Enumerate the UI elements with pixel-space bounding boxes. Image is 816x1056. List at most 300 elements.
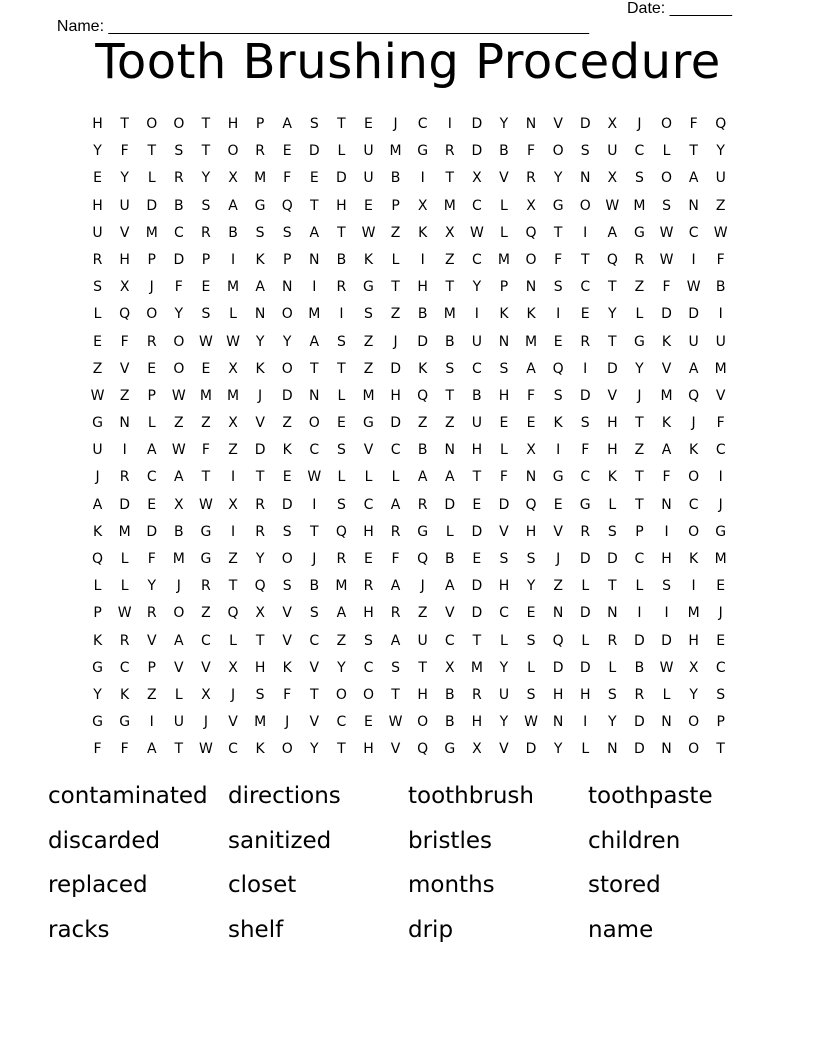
- grid-letter: X: [472, 170, 482, 187]
- grid-letter: T: [201, 143, 211, 160]
- grid-letter: A: [146, 741, 157, 758]
- grid-letter: V: [715, 387, 726, 404]
- grid-letter: B: [174, 523, 184, 540]
- grid-letter: E: [282, 143, 292, 160]
- grid-letter: S: [255, 686, 265, 703]
- grid-letter: K: [526, 306, 536, 323]
- grid-letter: T: [310, 197, 319, 214]
- grid-letter: C: [228, 741, 238, 758]
- grid-letter: L: [93, 578, 102, 595]
- grid-letter: U: [92, 224, 103, 241]
- grid-letter: H: [579, 686, 591, 703]
- grid-letter: E: [364, 197, 373, 214]
- grid-letter: Y: [553, 170, 563, 187]
- grid-letter: F: [201, 442, 210, 459]
- grid-letter: R: [201, 224, 211, 241]
- word-bank-item: closet: [228, 872, 297, 898]
- grid-letter: M: [172, 551, 185, 567]
- grid-letter: D: [390, 415, 401, 432]
- grid-letter: A: [688, 360, 699, 377]
- grid-letter: S: [499, 551, 509, 567]
- grid-letter: T: [337, 116, 346, 132]
- grid-letter: A: [309, 333, 320, 350]
- grid-letter: H: [417, 279, 428, 296]
- grid-letter: H: [607, 415, 618, 432]
- grid-letter: S: [445, 360, 455, 377]
- grid-letter: Y: [608, 306, 617, 323]
- grid-letter: Q: [525, 496, 537, 513]
- grid-letter: Z: [634, 279, 645, 296]
- grid-letter: W: [659, 224, 674, 241]
- grid-letter: D: [471, 116, 483, 132]
- grid-letter: V: [499, 170, 509, 187]
- grid-letter: L: [500, 632, 508, 649]
- grid-letter: O: [173, 605, 185, 622]
- grid-letter: L: [662, 686, 671, 703]
- grid-letter: S: [201, 306, 211, 323]
- grid-letter: S: [662, 197, 671, 214]
- grid-letter: R: [444, 143, 455, 160]
- grid-letter: R: [607, 632, 618, 649]
- grid-letter: C: [336, 714, 347, 731]
- grid-letter: E: [472, 496, 482, 513]
- grid-letter: C: [309, 632, 320, 649]
- grid-letter: S: [282, 578, 292, 595]
- grid-letter: O: [688, 469, 700, 486]
- grid-letter: O: [281, 741, 293, 758]
- grid-letter: F: [716, 415, 725, 432]
- grid-letter: T: [635, 496, 644, 513]
- grid-letter: G: [552, 469, 564, 486]
- grid-letter: W: [199, 741, 213, 758]
- grid-letter: C: [390, 442, 401, 459]
- letter-grid: [84, 111, 734, 764]
- grid-letter: R: [580, 333, 591, 350]
- grid-letter: S: [553, 387, 563, 404]
- grid-letter: I: [447, 116, 452, 132]
- grid-letter: Y: [716, 143, 725, 160]
- grid-letter: X: [688, 659, 699, 676]
- name-field[interactable]: Name: ______________________________________________________: [56, 18, 589, 35]
- grid-letter: F: [662, 469, 671, 486]
- grid-letter: L: [229, 632, 237, 649]
- grid-letter: V: [309, 714, 320, 731]
- grid-letter: X: [472, 741, 482, 758]
- grid-letter: O: [146, 116, 158, 132]
- grid-letter: D: [525, 741, 537, 758]
- grid-letter: P: [716, 714, 725, 731]
- grid-letter: N: [498, 333, 510, 350]
- grid-letter: E: [201, 279, 211, 296]
- grid-letter: D: [444, 496, 456, 513]
- grid-letter: V: [119, 360, 130, 377]
- grid-letter: B: [444, 686, 455, 703]
- grid-letter: G: [633, 333, 645, 350]
- grid-letter: Z: [282, 415, 292, 432]
- grid-letter: F: [527, 143, 536, 160]
- grid-letter: C: [499, 605, 509, 622]
- grid-letter: S: [526, 632, 536, 649]
- grid-letter: J: [718, 496, 723, 513]
- grid-letter: M: [226, 387, 240, 404]
- grid-letter: W: [307, 469, 322, 486]
- grid-letter: G: [92, 659, 103, 676]
- grid-letter: N: [661, 741, 672, 758]
- grid-letter: D: [308, 143, 320, 160]
- grid-letter: R: [119, 632, 130, 649]
- grid-letter: E: [336, 415, 346, 432]
- grid-letter: S: [336, 333, 346, 350]
- grid-letter: M: [633, 197, 646, 214]
- grid-letter: I: [230, 523, 236, 540]
- grid-letter: N: [525, 279, 537, 296]
- grid-letter: I: [230, 251, 236, 268]
- grid-letter: H: [363, 741, 374, 758]
- grid-letter: T: [635, 469, 644, 486]
- grid-letter: Y: [689, 686, 698, 703]
- grid-letter: E: [93, 333, 102, 350]
- grid-letter: Q: [552, 360, 564, 377]
- grid-letter: T: [255, 469, 265, 486]
- grid-letter: H: [92, 116, 103, 132]
- word-bank-item: replaced: [48, 872, 148, 898]
- grid-letter: L: [635, 306, 644, 323]
- grid-letter: D: [471, 523, 483, 540]
- grid-letter: I: [556, 306, 561, 323]
- grid-letter: T: [337, 360, 346, 377]
- grid-letter: E: [716, 632, 726, 649]
- grid-letter: K: [418, 360, 428, 377]
- grid-letter: A: [444, 469, 455, 486]
- grid-letter: E: [472, 551, 482, 567]
- grid-letter: H: [417, 686, 428, 703]
- grid-letter: A: [282, 116, 292, 132]
- grid-letter: O: [281, 551, 293, 567]
- grid-letter: K: [607, 469, 617, 486]
- grid-letter: P: [147, 251, 156, 268]
- grid-letter: F: [120, 741, 129, 758]
- grid-letter: U: [363, 170, 374, 187]
- grid-letter: X: [201, 686, 211, 703]
- grid-letter: S: [391, 659, 401, 676]
- grid-letter: S: [607, 523, 617, 540]
- grid-letter: C: [444, 632, 455, 649]
- grid-letter: T: [608, 279, 617, 296]
- grid-letter: E: [282, 469, 292, 486]
- grid-letter: J: [285, 714, 290, 731]
- grid-letter: T: [689, 143, 698, 160]
- grid-letter: V: [553, 523, 563, 540]
- grid-letter: L: [445, 523, 454, 540]
- grid-letter: P: [635, 523, 644, 540]
- grid-letter: O: [688, 523, 700, 540]
- grid-letter: A: [444, 578, 455, 595]
- grid-letter: A: [146, 442, 157, 459]
- grid-letter: E: [553, 496, 563, 513]
- grid-letter: D: [661, 306, 672, 323]
- grid-letter: E: [93, 170, 102, 187]
- grid-letter: J: [230, 686, 236, 703]
- grid-letter: L: [337, 387, 346, 404]
- grid-letter: N: [281, 279, 293, 296]
- grid-letter: U: [363, 143, 374, 160]
- word-bank-item: children: [588, 827, 681, 854]
- grid-letter: S: [634, 170, 644, 187]
- grid-letter: I: [420, 251, 425, 268]
- grid-letter: Q: [119, 306, 131, 323]
- grid-letter: X: [228, 659, 238, 676]
- grid-letter: U: [715, 170, 726, 187]
- grid-letter: B: [444, 551, 455, 567]
- grid-letter: S: [336, 442, 346, 459]
- grid-letter: I: [339, 306, 344, 323]
- grid-letter: B: [228, 224, 238, 241]
- grid-letter: Y: [93, 143, 102, 160]
- grid-letter: Y: [499, 116, 509, 132]
- grid-letter: G: [363, 279, 374, 296]
- grid-letter: Y: [255, 551, 265, 567]
- word-bank-item: name: [588, 916, 654, 943]
- grid-letter: Q: [92, 551, 104, 567]
- grid-letter: L: [93, 306, 102, 323]
- grid-letter: T: [310, 360, 319, 377]
- grid-letter: O: [362, 686, 374, 703]
- grid-letter: Q: [417, 387, 429, 404]
- grid-letter: G: [579, 496, 591, 513]
- grid-letter: Z: [417, 415, 428, 432]
- grid-letter: U: [688, 333, 699, 350]
- grid-letter: R: [146, 605, 157, 622]
- word-bank: [48, 779, 768, 957]
- grid-letter: Z: [390, 224, 401, 241]
- word-bank-item: bristles: [408, 827, 492, 854]
- grid-letter: Z: [444, 415, 455, 432]
- grid-letter: J: [393, 333, 398, 350]
- grid-letter: K: [92, 632, 103, 649]
- grid-letter: B: [472, 387, 482, 404]
- grid-letter: Q: [606, 251, 618, 268]
- grid-letter: V: [282, 632, 292, 649]
- grid-letter: R: [471, 686, 482, 703]
- grid-letter: J: [637, 387, 642, 404]
- grid-letter: U: [173, 714, 184, 731]
- grid-letter: D: [471, 578, 483, 595]
- grid-letter: A: [174, 469, 184, 486]
- grid-letter: U: [92, 442, 103, 459]
- grid-letter: L: [174, 686, 183, 703]
- word-bank-item: sanitized: [228, 827, 332, 854]
- grid-letter: H: [471, 442, 483, 459]
- grid-letter: J: [637, 116, 642, 132]
- grid-letter: L: [229, 306, 237, 323]
- grid-letter: B: [444, 333, 455, 350]
- grid-letter: T: [310, 523, 319, 540]
- grid-letter: R: [201, 578, 211, 595]
- grid-letter: C: [119, 659, 130, 676]
- grid-letter: X: [607, 116, 618, 132]
- grid-letter: S: [282, 523, 292, 540]
- grid-letter: D: [281, 387, 293, 404]
- grid-letter: B: [715, 279, 726, 296]
- grid-letter: Q: [254, 578, 266, 595]
- grid-letter: L: [120, 551, 129, 567]
- date-field[interactable]: Date: _______: [627, 0, 732, 17]
- grid-letter: R: [363, 578, 374, 595]
- grid-letter: P: [147, 387, 156, 404]
- grid-letter: S: [499, 360, 509, 377]
- grid-letter: V: [146, 632, 157, 649]
- grid-letter: C: [363, 659, 374, 676]
- grid-letter: I: [312, 496, 317, 513]
- grid-letter: N: [607, 605, 618, 622]
- word-bank-item: contaminated: [48, 783, 208, 809]
- grid-letter: I: [149, 714, 154, 731]
- grid-letter: H: [363, 523, 374, 540]
- grid-letter: G: [417, 523, 429, 540]
- grid-letter: Z: [201, 415, 211, 432]
- grid-letter: X: [228, 415, 238, 432]
- grid-letter: O: [227, 143, 239, 160]
- grid-letter: Z: [390, 306, 401, 323]
- grid-letter: L: [662, 143, 671, 160]
- grid-letter: S: [255, 224, 265, 241]
- grid-letter: C: [688, 496, 699, 513]
- grid-letter: G: [417, 143, 429, 160]
- grid-letter: T: [635, 415, 644, 432]
- grid-letter: R: [255, 523, 265, 540]
- grid-letter: A: [661, 442, 672, 459]
- grid-letter: O: [688, 741, 700, 758]
- grid-letter: E: [364, 714, 373, 731]
- grid-letter: L: [608, 496, 617, 513]
- grid-letter: M: [362, 387, 375, 404]
- grid-letter: X: [119, 279, 130, 296]
- grid-letter: E: [499, 415, 509, 432]
- grid-letter: V: [499, 741, 509, 758]
- word-bank-item: months: [408, 872, 495, 898]
- grid-letter: M: [443, 197, 456, 214]
- grid-letter: X: [444, 224, 455, 241]
- grid-letter: M: [226, 279, 240, 296]
- grid-letter: T: [174, 741, 184, 758]
- grid-letter: I: [420, 170, 425, 187]
- grid-letter: I: [474, 306, 479, 323]
- grid-letter: B: [499, 143, 509, 160]
- grid-letter: D: [634, 741, 645, 758]
- grid-letter: D: [606, 551, 618, 567]
- grid-letter: T: [608, 578, 617, 595]
- grid-letter: K: [255, 741, 265, 758]
- grid-letter: H: [471, 714, 483, 731]
- grid-letter: T: [337, 741, 346, 758]
- grid-letter: Y: [499, 659, 509, 676]
- grid-letter: H: [390, 387, 401, 404]
- grid-letter: O: [661, 170, 673, 187]
- grid-letter: Q: [552, 632, 564, 649]
- grid-letter: O: [308, 415, 320, 432]
- word-bank-item: stored: [588, 872, 661, 898]
- grid-letter: R: [634, 251, 645, 268]
- grid-letter: R: [390, 523, 401, 540]
- grid-letter: W: [659, 659, 674, 676]
- grid-letter: S: [93, 279, 102, 296]
- grid-letter: K: [661, 415, 672, 432]
- grid-letter: D: [254, 442, 266, 459]
- grid-letter: F: [283, 170, 292, 187]
- grid-letter: E: [716, 578, 726, 595]
- grid-letter: D: [634, 632, 645, 649]
- grid-letter: M: [687, 605, 700, 622]
- grid-letter: X: [417, 197, 428, 214]
- grid-letter: T: [201, 116, 211, 132]
- grid-letter: C: [715, 442, 726, 459]
- grid-letter: I: [312, 279, 317, 296]
- grid-letter: B: [336, 251, 347, 268]
- grid-letter: Y: [337, 659, 346, 676]
- grid-letter: S: [526, 551, 536, 567]
- grid-letter: R: [255, 143, 265, 160]
- grid-letter: I: [556, 442, 561, 459]
- grid-letter: Q: [525, 224, 537, 241]
- grid-letter: W: [226, 333, 240, 350]
- grid-letter: F: [120, 143, 129, 160]
- grid-letter: D: [281, 496, 293, 513]
- grid-letter: L: [581, 578, 590, 595]
- grid-letter: C: [173, 224, 184, 241]
- grid-letter: W: [659, 251, 674, 268]
- grid-letter: X: [526, 442, 536, 459]
- grid-letter: L: [635, 578, 644, 595]
- grid-letter: R: [390, 605, 401, 622]
- grid-letter: O: [335, 686, 347, 703]
- grid-letter: J: [149, 279, 154, 296]
- grid-letter: V: [228, 714, 238, 731]
- grid-letter: L: [391, 469, 400, 486]
- grid-letter: N: [607, 741, 618, 758]
- grid-letter: B: [390, 170, 401, 187]
- grid-letter: Q: [688, 387, 700, 404]
- grid-letter: I: [230, 469, 236, 486]
- grid-letter: R: [580, 523, 591, 540]
- grid-letter: A: [255, 279, 265, 296]
- grid-letter: Z: [92, 360, 103, 377]
- grid-letter: V: [282, 605, 292, 622]
- grid-letter: G: [119, 714, 131, 731]
- grid-letter: M: [145, 224, 158, 241]
- grid-letter: V: [255, 415, 265, 432]
- word-bank-item: directions: [228, 783, 341, 809]
- grid-letter: W: [199, 496, 213, 513]
- grid-letter: C: [580, 279, 591, 296]
- grid-letter: A: [228, 197, 238, 214]
- page-title: Tooth Brushing Procedure: [95, 34, 721, 90]
- grid-letter: N: [444, 442, 455, 459]
- grid-letter: O: [688, 714, 700, 731]
- grid-letter: T: [310, 686, 319, 703]
- grid-letter: K: [282, 659, 292, 676]
- grid-letter: I: [691, 251, 696, 268]
- grid-letter: O: [525, 251, 537, 268]
- grid-letter: U: [498, 686, 510, 703]
- grid-letter: K: [689, 551, 699, 567]
- grid-letter: R: [634, 686, 645, 703]
- grid-letter: G: [633, 224, 645, 241]
- grid-letter: M: [254, 714, 267, 731]
- grid-letter: N: [119, 415, 130, 432]
- grid-letter: A: [417, 469, 428, 486]
- grid-letter: L: [120, 578, 129, 595]
- grid-letter: T: [337, 224, 346, 241]
